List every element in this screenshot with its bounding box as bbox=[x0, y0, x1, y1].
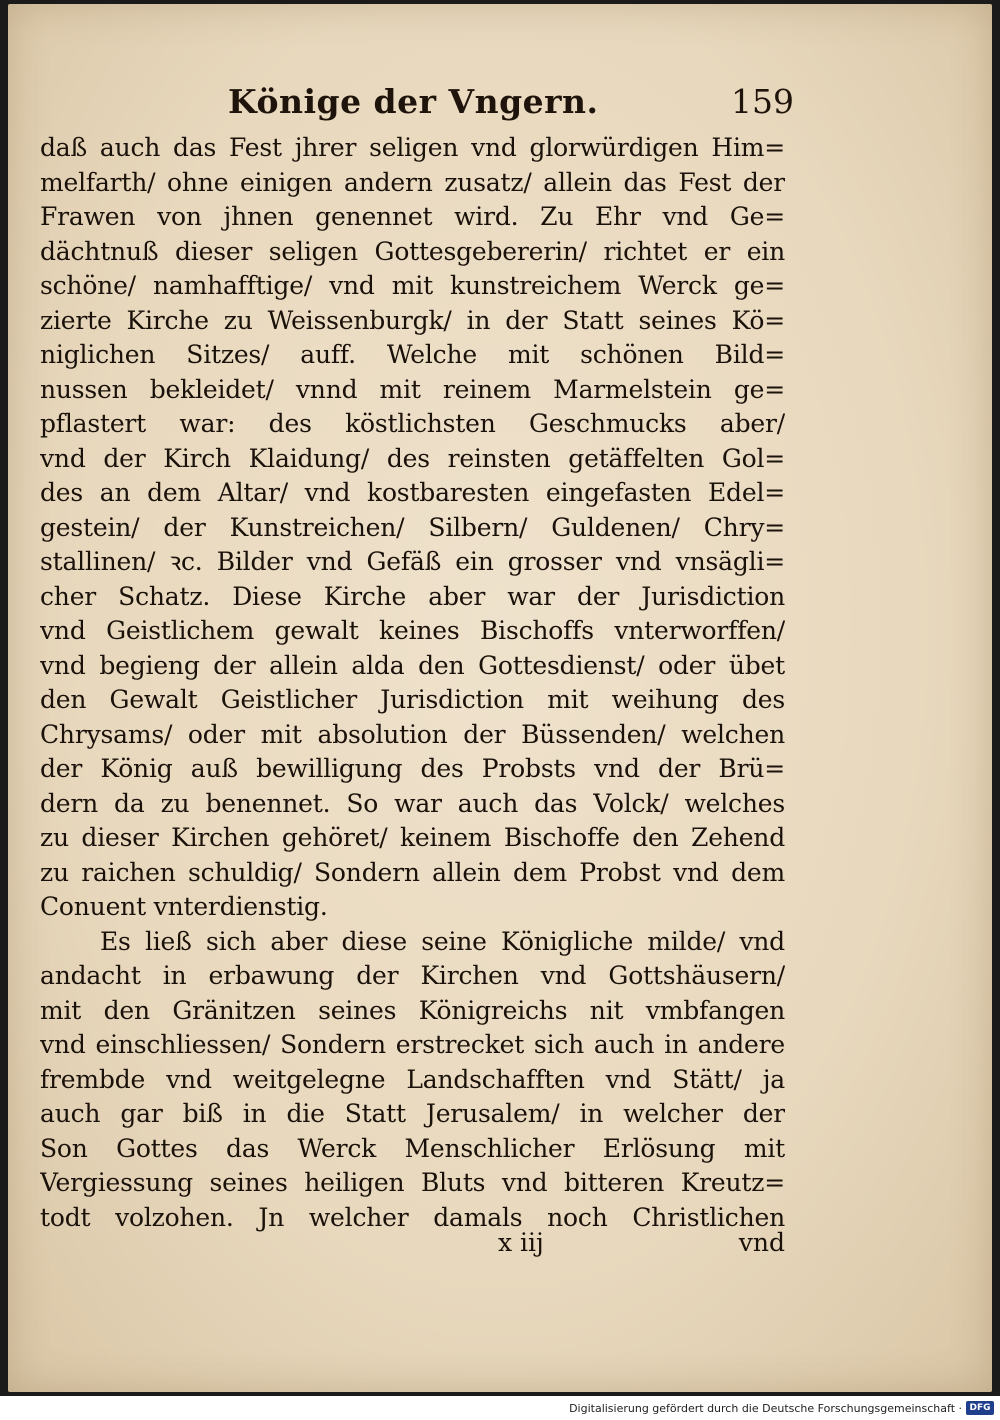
text-line: vnd Geistlichem gewalt keines Bischoffs vnterworffen/ bbox=[40, 616, 785, 645]
text-line: nussen bekleidet/ vnnd mit reinem Marmelstein ge= bbox=[40, 374, 785, 404]
catchword: vnd bbox=[738, 1228, 785, 1257]
text-line: Conuent vnterdienstig. bbox=[40, 892, 328, 921]
paragraph-start-line: Es ließ sich aber diese seine Königliche milde/ vnd bbox=[100, 926, 785, 956]
text-line: den Gewalt Geistlicher Jurisdiction mit weihung des bbox=[40, 685, 785, 714]
text-line: der König auß bewilligung des Probsts vnd der Brü= bbox=[40, 754, 785, 783]
text-line: zierte Kirche zu Weissenburgk/ in der Statt seines Kö= bbox=[40, 305, 785, 335]
running-title: Könige der Vngern. bbox=[228, 82, 599, 121]
text-line: schöne/ namhafftige/ vnd mit kunstreichem Werck ge= bbox=[40, 271, 785, 300]
text-line: zu dieser Kirchen gehöret/ keinem Bischoffe den Zehend bbox=[40, 823, 785, 852]
attribution-text: Digitalisierung gefördert durch die Deutsche Forschungsgemeinschaft · bbox=[569, 1402, 962, 1415]
text-line: Vergiessung seines heiligen Bluts vnd bitteren Kreutz= bbox=[40, 1168, 785, 1197]
text-line: pflastert war: des köstlichsten Geschmucks aber/ bbox=[40, 409, 785, 438]
text-line: vnd einschliessen/ Sondern erstrecket sich auch in andere bbox=[40, 1030, 785, 1059]
text-line: mit den Gränitzen seines Königreichs nit vmbfangen bbox=[40, 995, 785, 1025]
text-line: frembde vnd weitgelegne Landschafften vnd Stätt/ ja bbox=[40, 1064, 785, 1094]
text-line: Son Gottes das Werck Menschlicher Erlösung mit bbox=[40, 1133, 785, 1163]
text-line: niglichen Sitzes/ auff. Welche mit schönen Bild= bbox=[40, 340, 785, 369]
text-line: zu raichen schuldig/ Sondern allein dem Probst vnd dem bbox=[40, 857, 785, 887]
dfg-logo-icon: DFG bbox=[966, 1401, 994, 1415]
text-line: daß auch das Fest jhrer seligen vnd glorwürdigen Him= bbox=[40, 133, 785, 162]
attribution-bar bbox=[0, 1398, 1000, 1420]
page-footer bbox=[40, 1228, 785, 1264]
text-line: gestein/ der Kunstreichen/ Silbern/ Guldenen/ Chry= bbox=[40, 512, 785, 542]
text-line: cher Schatz. Diese Kirche aber war der Jurisdiction bbox=[40, 581, 785, 611]
text-line: melfarth/ ohne einigen andern zusatz/ allein das Fest der bbox=[40, 167, 785, 197]
text-line: auch gar biß in die Statt Jerusalem/ in welcher der bbox=[40, 1099, 785, 1128]
text-line: des an dem Altar/ vnd kostbaresten eingefasten Edel= bbox=[40, 478, 785, 507]
page-number: 159 bbox=[731, 82, 794, 121]
page-header bbox=[200, 82, 800, 132]
text-line: Chrysams/ oder mit absolution der Büssenden/ welchen bbox=[40, 719, 785, 749]
text-line: Frawen von jhnen genennet wird. Zu Ehr vnd Ge= bbox=[40, 202, 785, 231]
text-line: stallinen/ ꝛc. Bilder vnd Gefäß ein grosser vnd vnsägli= bbox=[40, 547, 785, 576]
body-text bbox=[40, 131, 785, 1235]
text-line: vnd begieng der allein alda den Gottesdienst/ oder übet bbox=[40, 650, 785, 680]
text-line: todt volzohen. Jn welcher damals noch Christlichen bbox=[40, 1202, 785, 1232]
text-line: vnd der Kirch Klaidung/ des reinsten getäffelten Gol= bbox=[40, 443, 785, 473]
text-line: andacht in erbawung der Kirchen vnd Gottshäusern/ bbox=[40, 961, 785, 990]
text-line: dächtnuß dieser seligen Gottesgebererin/ richtet er ein bbox=[40, 236, 785, 266]
signature-mark: x iij bbox=[498, 1228, 544, 1257]
text-line: dern da zu benennet. So war auch das Volck/ welches bbox=[40, 788, 785, 818]
